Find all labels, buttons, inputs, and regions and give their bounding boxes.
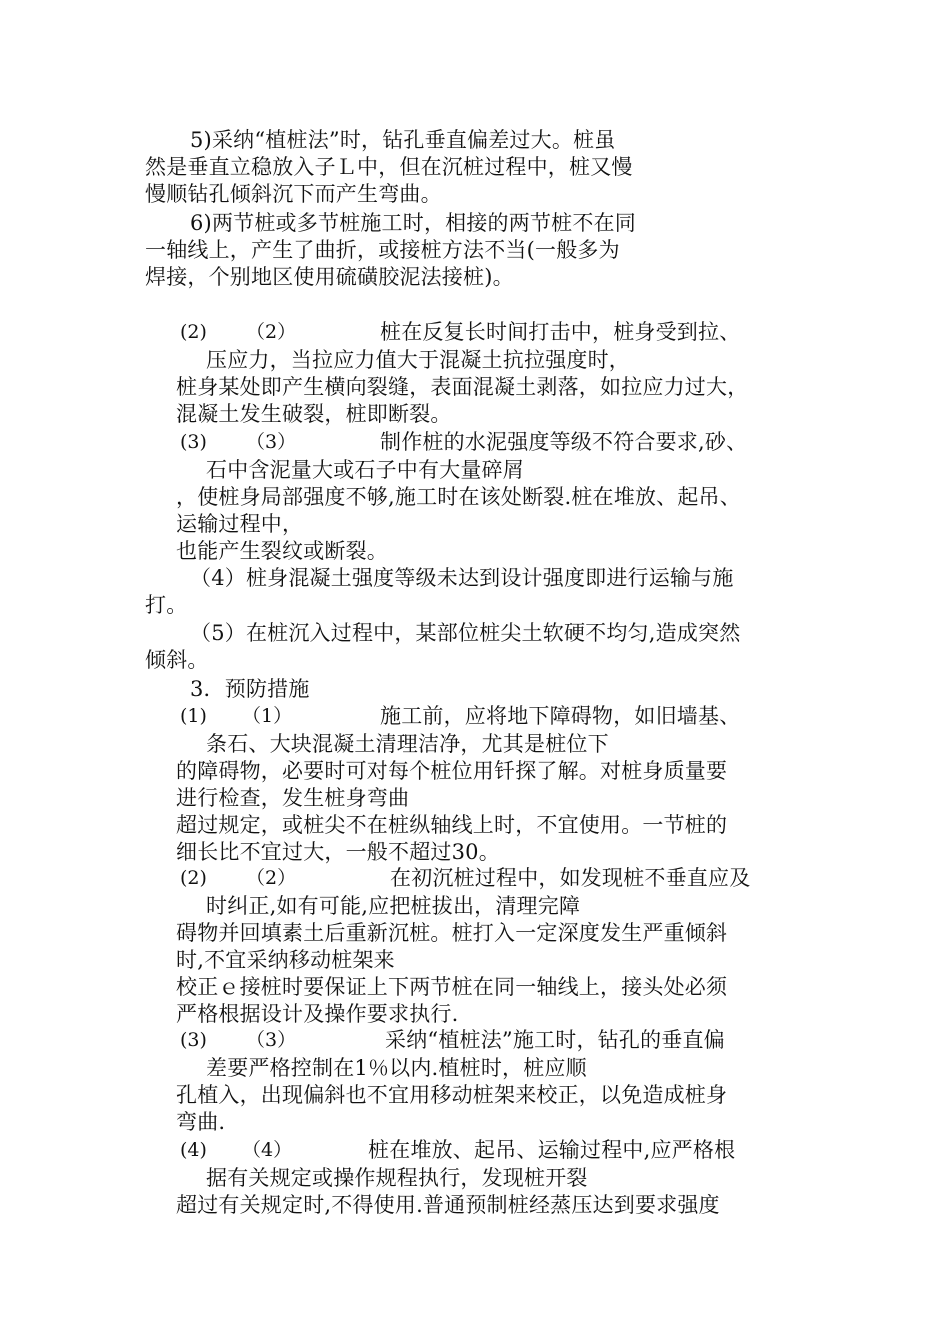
text-line: 6)两节桩或多节桩施工时，相接的两节桩不在同 xyxy=(190,211,636,235)
text-line: 混凝土发生破裂，桩即断裂。 xyxy=(176,402,452,426)
list-number: （3） xyxy=(246,431,297,453)
text-line: 细长比不宜过大，一般不超过30。 xyxy=(176,840,500,864)
text-line: 采纳“植桩法”施工时，钻孔的垂直偏 xyxy=(385,1028,725,1052)
text-line: 5)采纳“植桩法”时，钻孔垂直偏差过大。桩虽 xyxy=(190,128,616,152)
list-marker: (4) xyxy=(180,1139,207,1161)
list-marker: (2) xyxy=(180,321,207,343)
text-line: （4）桩身混凝土强度等级未达到设计强度即进行运输与施 xyxy=(190,566,734,590)
text-line: 慢顺钻孔倾斜沉下而产生弯曲。 xyxy=(145,182,442,206)
text-line: 桩在反复长时间打击中，桩身受到拉、 xyxy=(380,320,741,344)
text-line: 然是垂直立稳放入子Ｌ中，但在沉桩过程中，桩又慢 xyxy=(145,155,633,179)
text-line: 的障碍物，必要时可对每个桩位用钎探了解。对桩身质量要 xyxy=(176,759,728,783)
text-line: 超过有关规定时,不得使用.普通预制桩经蒸压达到要求强度 xyxy=(176,1193,720,1217)
list-number: （2） xyxy=(246,321,297,343)
list-number: （4） xyxy=(242,1139,293,1161)
text-line: 桩身某处即产生横向裂缝，表面混凝土剥落，如拉应力过大， xyxy=(176,375,749,399)
text-line: ，使桩身局部强度不够,施工时在该处断裂.桩在堆放、起吊、 xyxy=(176,485,741,509)
list-number: （1） xyxy=(242,705,293,727)
text-line: 石中含泥量大或石子中有大量碎屑 xyxy=(206,458,524,482)
text-line: 超过规定，或桩尖不在桩纵轴线上时，不宜使用。一节桩的 xyxy=(176,813,728,837)
list-marker: (3) xyxy=(180,1029,207,1051)
text-line: 校正ｅ接桩时要保证上下两节桩在同一轴线上，接头处必须 xyxy=(176,975,728,999)
text-line: 一轴线上，产生了曲折，或接桩方法不当(一般多为 xyxy=(145,238,620,262)
list-number: （3） xyxy=(246,1029,297,1051)
text-line: 碍物并回填素土后重新沉桩。桩打入一定深度发生严重倾斜 xyxy=(176,921,728,945)
text-line: 时,不宜采纳移动桩架来 xyxy=(176,948,395,972)
text-line: 时纠正,如有可能,应把桩拔出，清理完障 xyxy=(206,894,581,918)
list-number: （2） xyxy=(246,867,297,889)
list-marker: (2) xyxy=(180,867,207,889)
text-line: 施工前，应将地下障碍物，如旧墙基、 xyxy=(380,704,741,728)
text-line: 在初沉桩过程中，如发现桩不垂直应及 xyxy=(390,866,751,890)
section-heading: 3．预防措施 xyxy=(190,677,310,701)
text-line: （5）在桩沉入过程中，某部位桩尖土软硬不均匀,造成突然 xyxy=(190,621,741,645)
text-line: 严格根据设计及操作要求执行. xyxy=(176,1002,459,1026)
text-line: 弯曲. xyxy=(176,1110,226,1134)
text-line: 倾斜。 xyxy=(145,648,209,672)
list-marker: (3) xyxy=(180,431,207,453)
text-line: 制作桩的水泥强度等级不符合要求,砂、 xyxy=(380,430,748,454)
text-line: 也能产生裂纹或断裂。 xyxy=(176,539,388,563)
text-line: 桩在堆放、起吊、运输过程中,应严格根 xyxy=(368,1138,736,1162)
text-line: 条石、大块混凝土清理洁净，尤其是桩位下 xyxy=(206,732,609,756)
text-line: 进行检查，发生桩身弯曲 xyxy=(176,786,410,810)
list-marker: (1) xyxy=(180,705,207,727)
text-line: 焊接，个别地区使用硫磺胶泥法接桩)。 xyxy=(145,265,514,289)
text-line: 孔植入，出现偏斜也不宜用移动桩架来校正，以免造成桩身 xyxy=(176,1083,728,1107)
text-line: 压应力，当拉应力值大于混凝土抗拉强度时， xyxy=(206,348,630,372)
text-line: 据有关规定或操作规程执行，发现桩开裂 xyxy=(206,1166,588,1190)
text-line: 差要严格控制在1％以内.植桩时，桩应顺 xyxy=(206,1056,587,1080)
text-line: 打。 xyxy=(145,593,188,617)
text-line: 运输过程中， xyxy=(176,512,304,536)
